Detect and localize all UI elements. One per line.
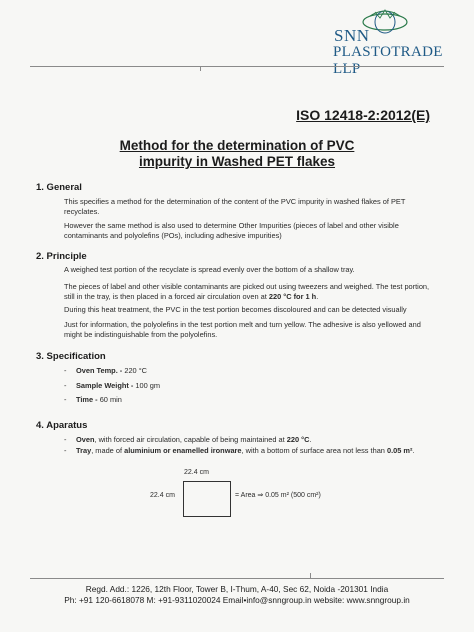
tray-area-equation: = Area ⇒ 0.05 m² (500 cm²)	[235, 492, 321, 499]
general-paragraph-1: This specifies a method for the determination of the content of the PVC impurity in washed flakes of PET recyclates.	[64, 197, 406, 216]
apparatus-tray-material: aluminium or enamelled ironware	[124, 446, 242, 455]
spec-item-oven-temp	[64, 366, 147, 375]
principle-paragraph-2	[64, 282, 436, 301]
header-divider-tick	[200, 66, 201, 71]
list-dash: -	[64, 435, 67, 444]
apparatus-oven-label: Oven	[76, 435, 95, 444]
principle-p2-text: The pieces of label and other visible contaminants are picked out using tweezers and weighed. The test portion, still in the tray, is then placed in a forced air circulation oven at	[64, 282, 430, 301]
apparatus-item-tray	[64, 446, 415, 455]
section-heading-apparatus: 4. Aparatus	[36, 420, 88, 431]
apparatus-tray-label: Tray	[76, 446, 92, 455]
principle-paragraph-3: During this heat treatment, the PVC in the test portion becomes discoloured and can be detected visually	[64, 305, 407, 314]
apparatus-oven-end: .	[309, 435, 312, 444]
spec-label: Time -	[76, 395, 98, 404]
header-divider	[30, 66, 444, 67]
apparatus-tray-end: .	[412, 446, 415, 455]
list-dash: -	[64, 395, 67, 404]
section-heading-principle: 2. Principle	[36, 251, 87, 262]
document-code: ISO 12418-2:2012(E)	[296, 107, 430, 123]
spec-value: 60 min	[97, 395, 122, 404]
apparatus-item-oven	[64, 435, 312, 444]
title-line-2: impurity in Washed PET flakes	[138, 154, 336, 169]
tray-length-label: 22.4 cm	[150, 492, 175, 499]
apparatus-tray-area: 0.05 m²	[386, 446, 413, 455]
spec-item-time	[64, 395, 122, 404]
footer-divider	[30, 578, 444, 579]
document-title	[0, 138, 474, 170]
section-heading-specification: 3. Specification	[36, 351, 106, 362]
brand-name-line1: SNN	[334, 26, 370, 45]
apparatus-oven-temp: 220 °C	[286, 435, 310, 444]
tray-square	[183, 481, 231, 517]
apparatus-tray-text: , made of	[91, 446, 125, 455]
spec-label: Sample Weight -	[76, 381, 134, 390]
footer-divider-tick	[310, 573, 311, 578]
list-dash: -	[64, 446, 67, 455]
brand-name-line2: PLASTOTRADE LLP	[333, 44, 443, 77]
title-line-1: Method for the determination of PVC	[119, 138, 355, 153]
spec-label: Oven Temp. -	[76, 366, 123, 375]
principle-paragraph-4: Just for information, the polyolefins in the test portion melt and turn yellow. The adhesive is also yellowed and might be indistinguishable from the polyolefins.	[64, 320, 421, 339]
general-paragraph-2: However the same method is also used to determine Other Impurities (pieces of label and other visible contaminants and polyolefins (POs), including adhesive impurities)	[64, 221, 399, 240]
footer-line-2: Ph: +91 120-6618078 M: +91-9311020024 Email•info@snngroup.in website: www.snngroup.in	[64, 594, 410, 605]
section-heading-general: 1. General	[36, 182, 82, 193]
spec-value: 220 °C	[122, 366, 148, 375]
list-dash: -	[64, 366, 67, 375]
footer-address	[0, 584, 474, 605]
spec-item-sample-weight	[64, 381, 160, 390]
list-dash: -	[64, 381, 67, 390]
principle-p2-end: .	[316, 291, 319, 301]
principle-p2-bold: 220 °C for 1 h	[268, 291, 317, 301]
apparatus-tray-text-2: , with a bottom of surface area not less than	[241, 446, 387, 455]
principle-paragraph-1: A weighed test portion of the recyclate is spread evenly over the bottom of a shallow tray.	[64, 265, 355, 274]
footer-line-1: Regd. Add.: 1226, 12th Floor, Tower B, I-Thum, A-40, Sec 62, Noida -201301 India	[85, 584, 389, 594]
tray-width-label: 22.4 cm	[184, 469, 209, 476]
apparatus-oven-text: , with forced air circulation, capable of being maintained at	[94, 435, 287, 444]
spec-value: 100 gm	[133, 381, 161, 390]
